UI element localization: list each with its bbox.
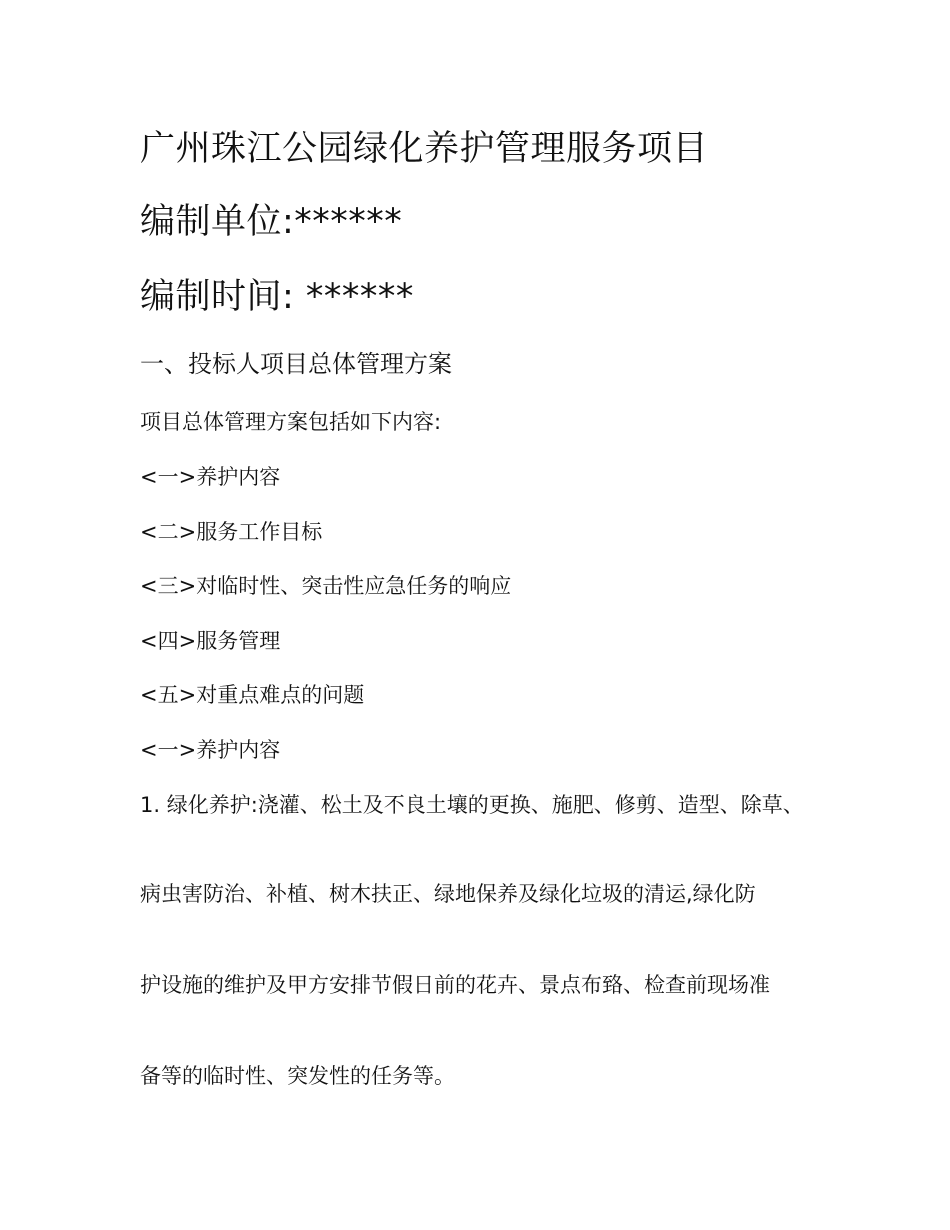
outline-item: <一>养护内容 — [140, 465, 281, 489]
body-paragraph: 1. 绿化养护:浇灌、松土及不良土壤的更换、施肥、修剪、造型、除草、 — [140, 793, 804, 817]
outline-item: <五>对重点难点的问题 — [140, 683, 365, 707]
section-heading: 一、投标人项目总体管理方案 — [140, 350, 452, 378]
outline-item: <四>服务管理 — [140, 629, 281, 653]
body-paragraph: 护设施的维护及甲方安排节假日前的花卉、景点布臵、检查前现场准 — [140, 973, 770, 997]
body-paragraph: 备等的临时性、突发性的任务等。 — [140, 1064, 455, 1088]
compiler-line: 编制单位:****** — [140, 202, 403, 242]
outline-item: <二>服务工作目标 — [140, 520, 323, 544]
intro-text: 项目总体管理方案包括如下内容: — [140, 410, 442, 434]
body-paragraph: 病虫害防治、补植、树木扶正、绿地保养及绿化垃圾的清运,绿化防 — [140, 882, 756, 906]
compile-time-line: 编制时间: ****** — [140, 277, 414, 317]
document-title: 广州珠江公园绿化养护管理服务项目 — [140, 129, 709, 169]
outline-item: <三>对临时性、突击性应急任务的响应 — [140, 574, 512, 598]
subheading: <一>养护内容 — [140, 738, 281, 762]
